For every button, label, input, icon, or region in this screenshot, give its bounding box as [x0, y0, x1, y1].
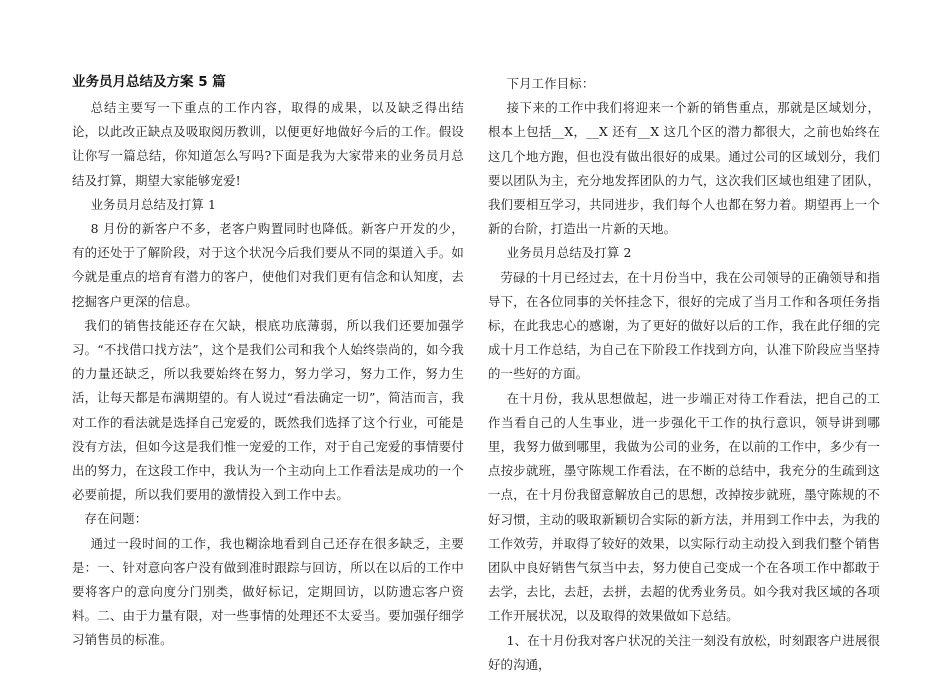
body-paragraph: 接下来的工作中我们将迎来一个新的销售重点，那就是区域划分，根本上包括__X，__X 还有__X 这几个区的潜力都很大，之前也始终在这几个地方跑，但也没有做出很好的成果。通过公司的区域划分，我们要以团队为主，充分地发挥团队的力气，这次我们区域也组建了团队，我们要相互学习，共同进步，我们每个人也都在努力着。期望再上一个新的台阶，打造出一片新的天地。 [488, 100, 880, 237]
left-column [72, 72, 464, 653]
body-paragraph: 在十月份，我从思想做起，进一步端正对待工作看法，把自己的工作当看自己的人生事业，进一步强化干工作的执行意识，领导讲到哪里，我努力做到哪里，我做为公司的业务，在以前的工作中，多少有一点按步就班，墨守陈规工作看法，在不断的总结中，我充分的生疏到这一点，在十月份我留意解放自己的思想，改掉按步就班，墨守陈规的不好习惯，主动的吸取新颖切合实际的新方法，并用到工作中去，为我的工作效劳，并取得了较好的效果，以实际行动主动投入到我们整个销售团队中良好销售气氛当中去，努力使自己变成一个在各项工作中都敢于去学，去比，去赶，去拼，去超的优秀业务员。如今我对我区域的各项工作开展状况，以及取得的效果做如下总结。 [488, 390, 880, 624]
right-column [488, 72, 880, 677]
document-title: 业务员月总结及方案 5 篇 [72, 74, 226, 90]
body-paragraph: 劳碌的十月已经过去，在十月份当中，我在公司领导的正确领导和指导下，在各位同事的关怀挂念下，很好的完成了当月工作和各项任务指标，在此我忠心的感谢，为了更好的做好以后的工作，我在此仔细的完成十月工作总结，为自己在下阶段工作找到方向，认准下阶段应当坚持的一些好的方面。 [488, 269, 880, 382]
body-paragraph: 8 月份的新客户不多，老客户购置同时也降低。新客户开发的少，有的还处于了解阶段，对于这个状况今后我们要从不同的渠道入手。如今就是重点的培育有潜力的客户，使他们对我们更有信念和认知度，去挖掘客户更深的信息。 [72, 221, 464, 309]
subheading-next-month-goals: 下月工作目标： [506, 76, 595, 91]
intro-paragraph: 总结主要写一下重点的工作内容，取得的成果，以及缺乏得出结论，以此改正缺点及吸取阅历教训，以便更好地做好今后的工作。假设让你写一篇总结，你知道怎么写吗?下面是我为大家带来的业务员月总结及打算，期望大家能够宠爱! [72, 100, 464, 188]
section-heading-1: 业务员月总结及打算 1 [90, 196, 217, 212]
body-paragraph: 我们的销售技能还存在欠缺，根底功底薄弱，所以我们还要加强学习。“不找借口找方法”，这个是我们公司和我个人始终崇尚的，如今我的力量还缺乏，所以我要始终在努力，努力学习，努力工作，努力生活，让每天都是布满期望的。有人说过“看法确定一切”，简洁而言，我对工作的看法就是选择自己宠爱的，既然我们选择了这个行业，可能是没有方法，但如今这是我们惟一宠爱的工作，对于自己宠爱的事情要付出的努力，在这段工作中，我认为一个主动向上工作看法是成功的一个必要前提，所以我们要用的激情投入到工作中去。 [72, 317, 464, 503]
section-heading-2: 业务员月总结及打算 2 [506, 245, 632, 261]
body-paragraph: 1、在十月份我对客户状况的关注一刻没有放松，时刻跟客户进展很好的沟通， [488, 632, 880, 672]
subheading-problems: 存在问题： [84, 511, 148, 527]
body-paragraph: 通过一段时间的工作，我也糊涂地看到自己还存在很多缺乏，主要是：一、针对意向客户没有做到准时跟踪与回访，所以在以后的工作中要将客户的意向度分门别类，做好标记，定期回访，以防遗忘客户资料。二、由于力量有限，对一些事情的处理还不太妥当。要加强仔细学习销售员的标准。 [72, 535, 464, 648]
